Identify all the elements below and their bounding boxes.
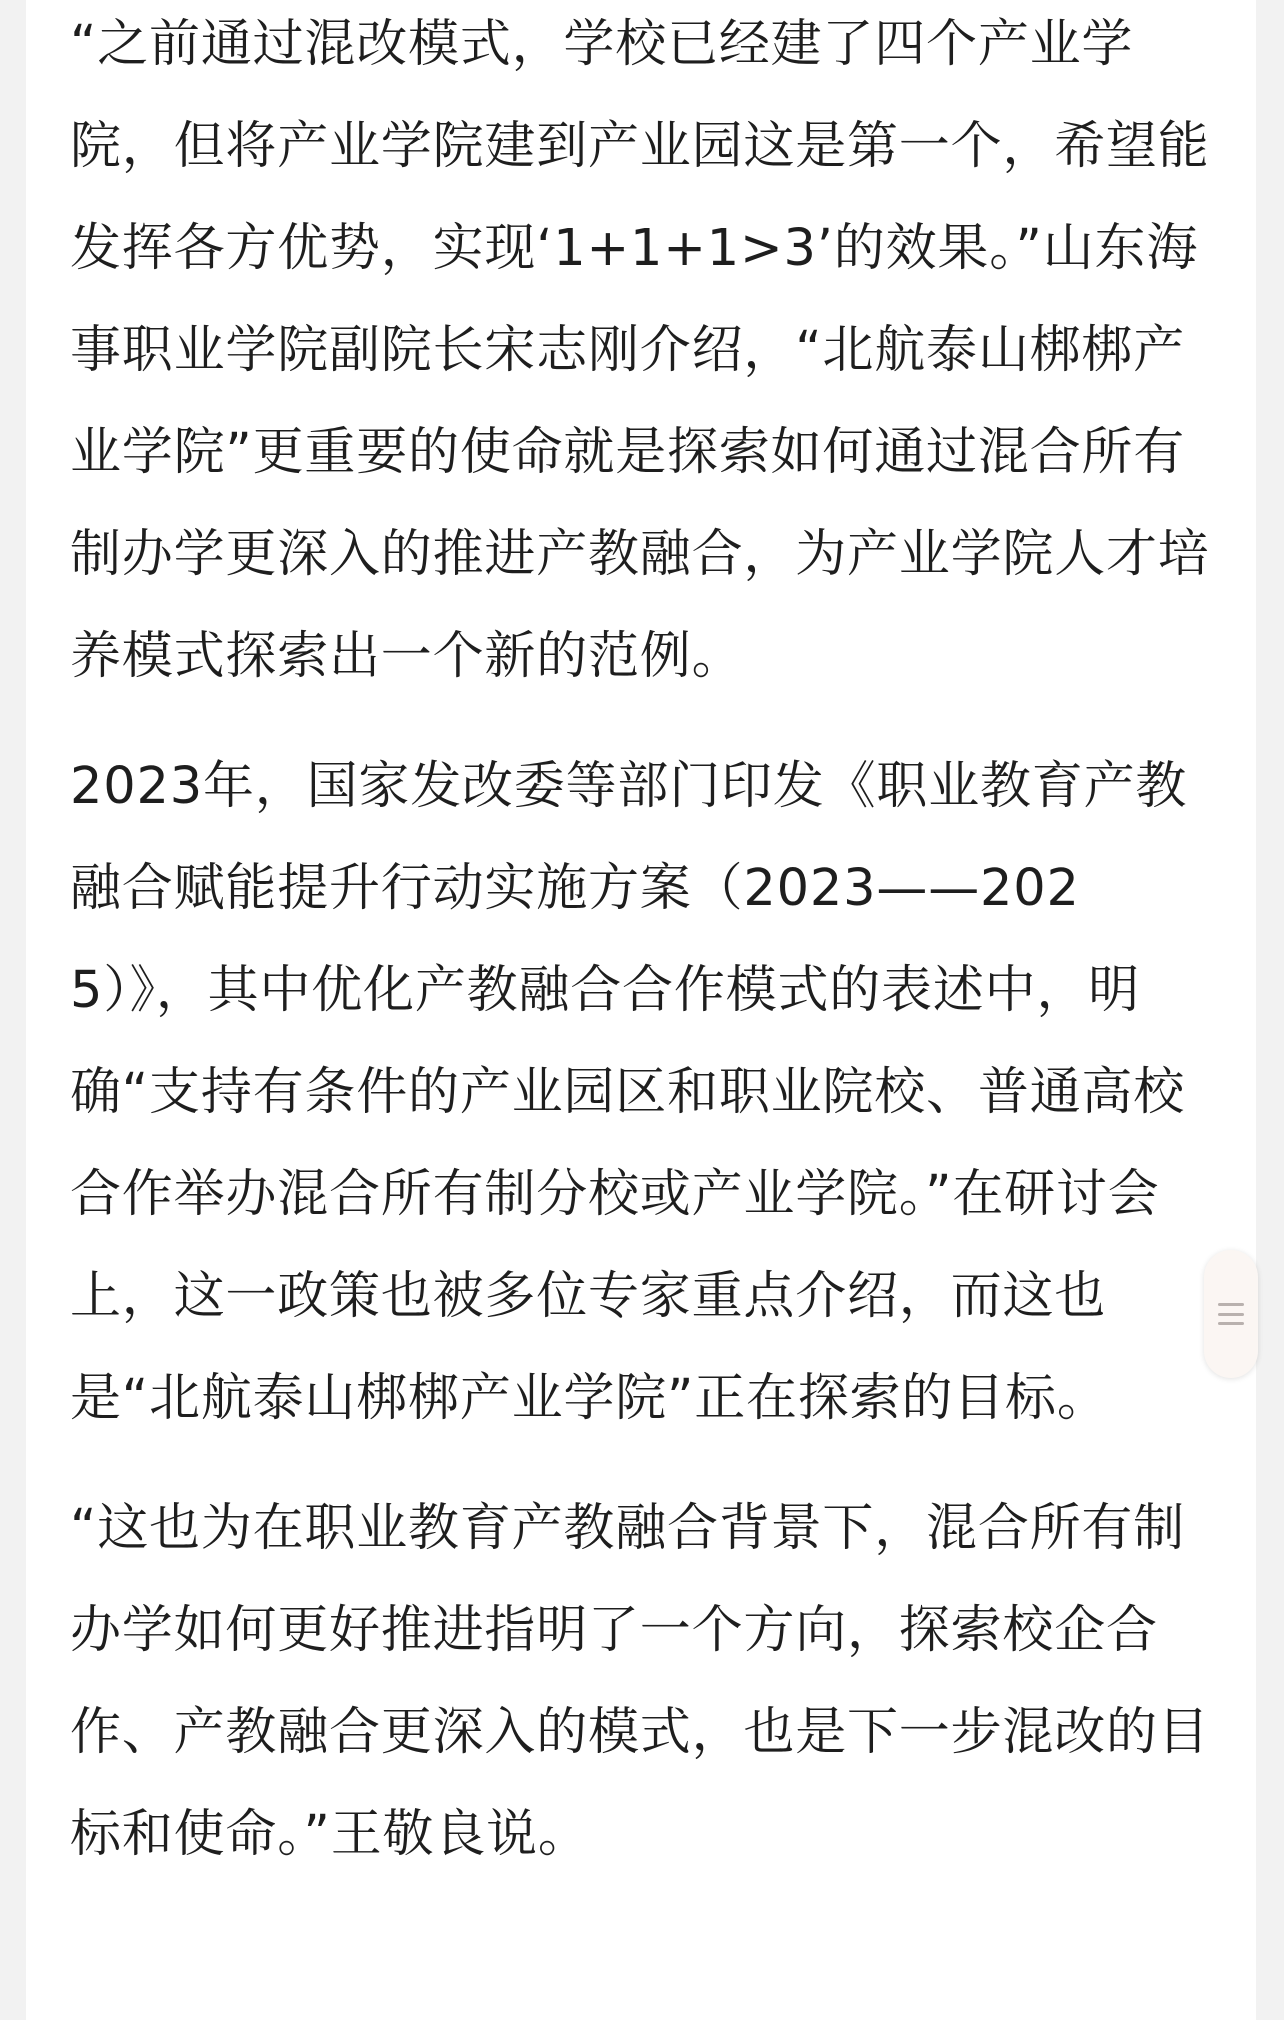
- article-paragraph: “这也为在职业教育产教融合背景下，混合所有制办学如何更好推进指明了一个方向，探索校企合作、产教融合更深入的模式，也是下一步混改的目标和使命。”王敬良说。: [70, 1499, 1210, 1864]
- menu-lines-icon: [1218, 1303, 1244, 1325]
- article-paragraph: “之前通过混改模式，学校已经建了四个产业学院，但将产业学院建到产业园这是第一个，希望能发挥各方优势，实现‘1+1+1>3’的效果。”山东海事职业学院副院长宋志刚介绍，“北航泰山梆梆产业学院”更重要的使命就是探索如何通过混合所有制办学更深入的推进产教融合，为产业学院人才培养模式探索出一个新的范例。: [70, 15, 1210, 686]
- scroll-handle[interactable]: [1204, 1250, 1258, 1378]
- article-paragraph: 2023年，国家发改委等部门印发《职业教育产教融合赋能提升行动实施方案（2023——2025）》，其中优化产教融合合作模式的表述中，明确“支持有条件的产业园区和职业院校、普通高校合作举办混合所有制分校或产业学院。”在研讨会上，这一政策也被多位专家重点介绍，而这也是“北航泰山梆梆产业学院”正在探索的目标。: [70, 757, 1188, 1428]
- article-container: [26, 0, 1256, 2020]
- article-body: [70, 0, 1216, 1886]
